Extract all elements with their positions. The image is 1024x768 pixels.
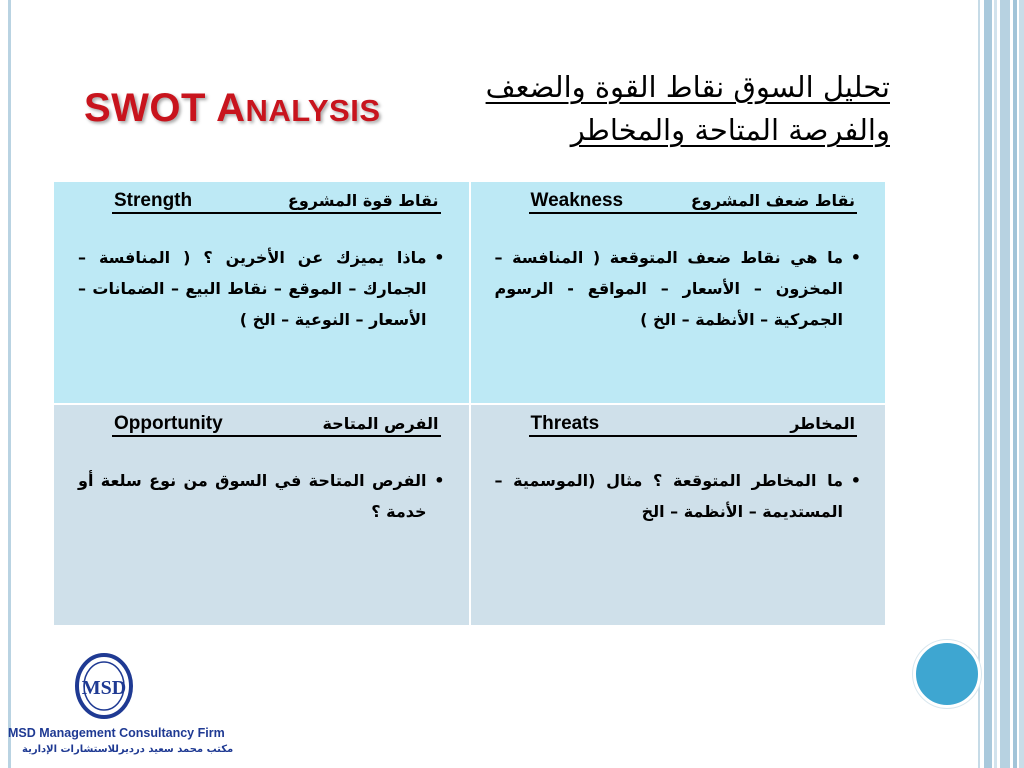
strength-list [54, 242, 469, 335]
opportunity-list [54, 465, 469, 527]
strength-header [112, 190, 441, 214]
weakness-label-ar: نقاط ضعف المشروع [690, 191, 855, 210]
svg-text:MSD: MSD [81, 677, 127, 699]
left-decorative-stripe [8, 0, 11, 768]
weakness-list [471, 242, 886, 335]
threats-list [471, 465, 886, 527]
strength-label-en: Strength [114, 190, 193, 211]
weakness-cell [470, 181, 887, 404]
strength-label-ar: نقاط قوة المشروع [287, 191, 439, 210]
threats-label-en: Threats [530, 413, 600, 434]
threats-bullet: • ما المخاطر المتوقعة ؟ مثال (الموسمية – المستديمة – الأنظمة – الخ [495, 465, 862, 527]
opportunity-header [112, 413, 441, 437]
decorative-circle [913, 640, 981, 708]
weakness-header [529, 190, 858, 214]
right-decorative-stripes [978, 0, 1024, 768]
opportunity-bullet: • الفرص المتاحة في السوق من نوع سلعة أو خدمة ؟ [78, 465, 445, 527]
slide-title-english: SWOT ANALYSIS [84, 86, 381, 130]
threats-header [529, 413, 858, 437]
opportunity-cell [53, 404, 470, 626]
threats-label-ar: المخاطر [790, 414, 855, 433]
firm-name-arabic: مكتب محمد سعيد درديرللاستشارات الإدارية [22, 744, 234, 755]
strength-bullet: • ماذا يميزك عن الأخرين ؟ ( المنافسة – الجمارك – الموقع – نقاط البيع – الضمانات – الأسعار – النوعية – الخ ) [78, 242, 445, 335]
slide-title-arabic [430, 66, 890, 152]
title-ar-line-1: تحليل السوق نقاط القوة والضعف [485, 70, 890, 104]
weakness-label-en: Weakness [530, 190, 624, 211]
strength-cell [53, 181, 470, 404]
firm-name-english: MSD Management Consultancy Firm [8, 726, 225, 740]
msd-logo-icon [74, 652, 134, 720]
title-ar-line-2: والفرصة المتاحة والمخاطر [570, 113, 890, 147]
threats-cell [470, 404, 887, 626]
weakness-bullet: • ما هي نقاط ضعف المتوقعة ( المنافسة – المخزون – الأسعار – المواقع - الرسوم الجمركية – الأنظمة – الخ ) [495, 242, 862, 335]
opportunity-label-ar: الفرص المتاحة [322, 414, 439, 433]
swot-table [52, 180, 887, 627]
opportunity-label-en: Opportunity [114, 413, 223, 434]
